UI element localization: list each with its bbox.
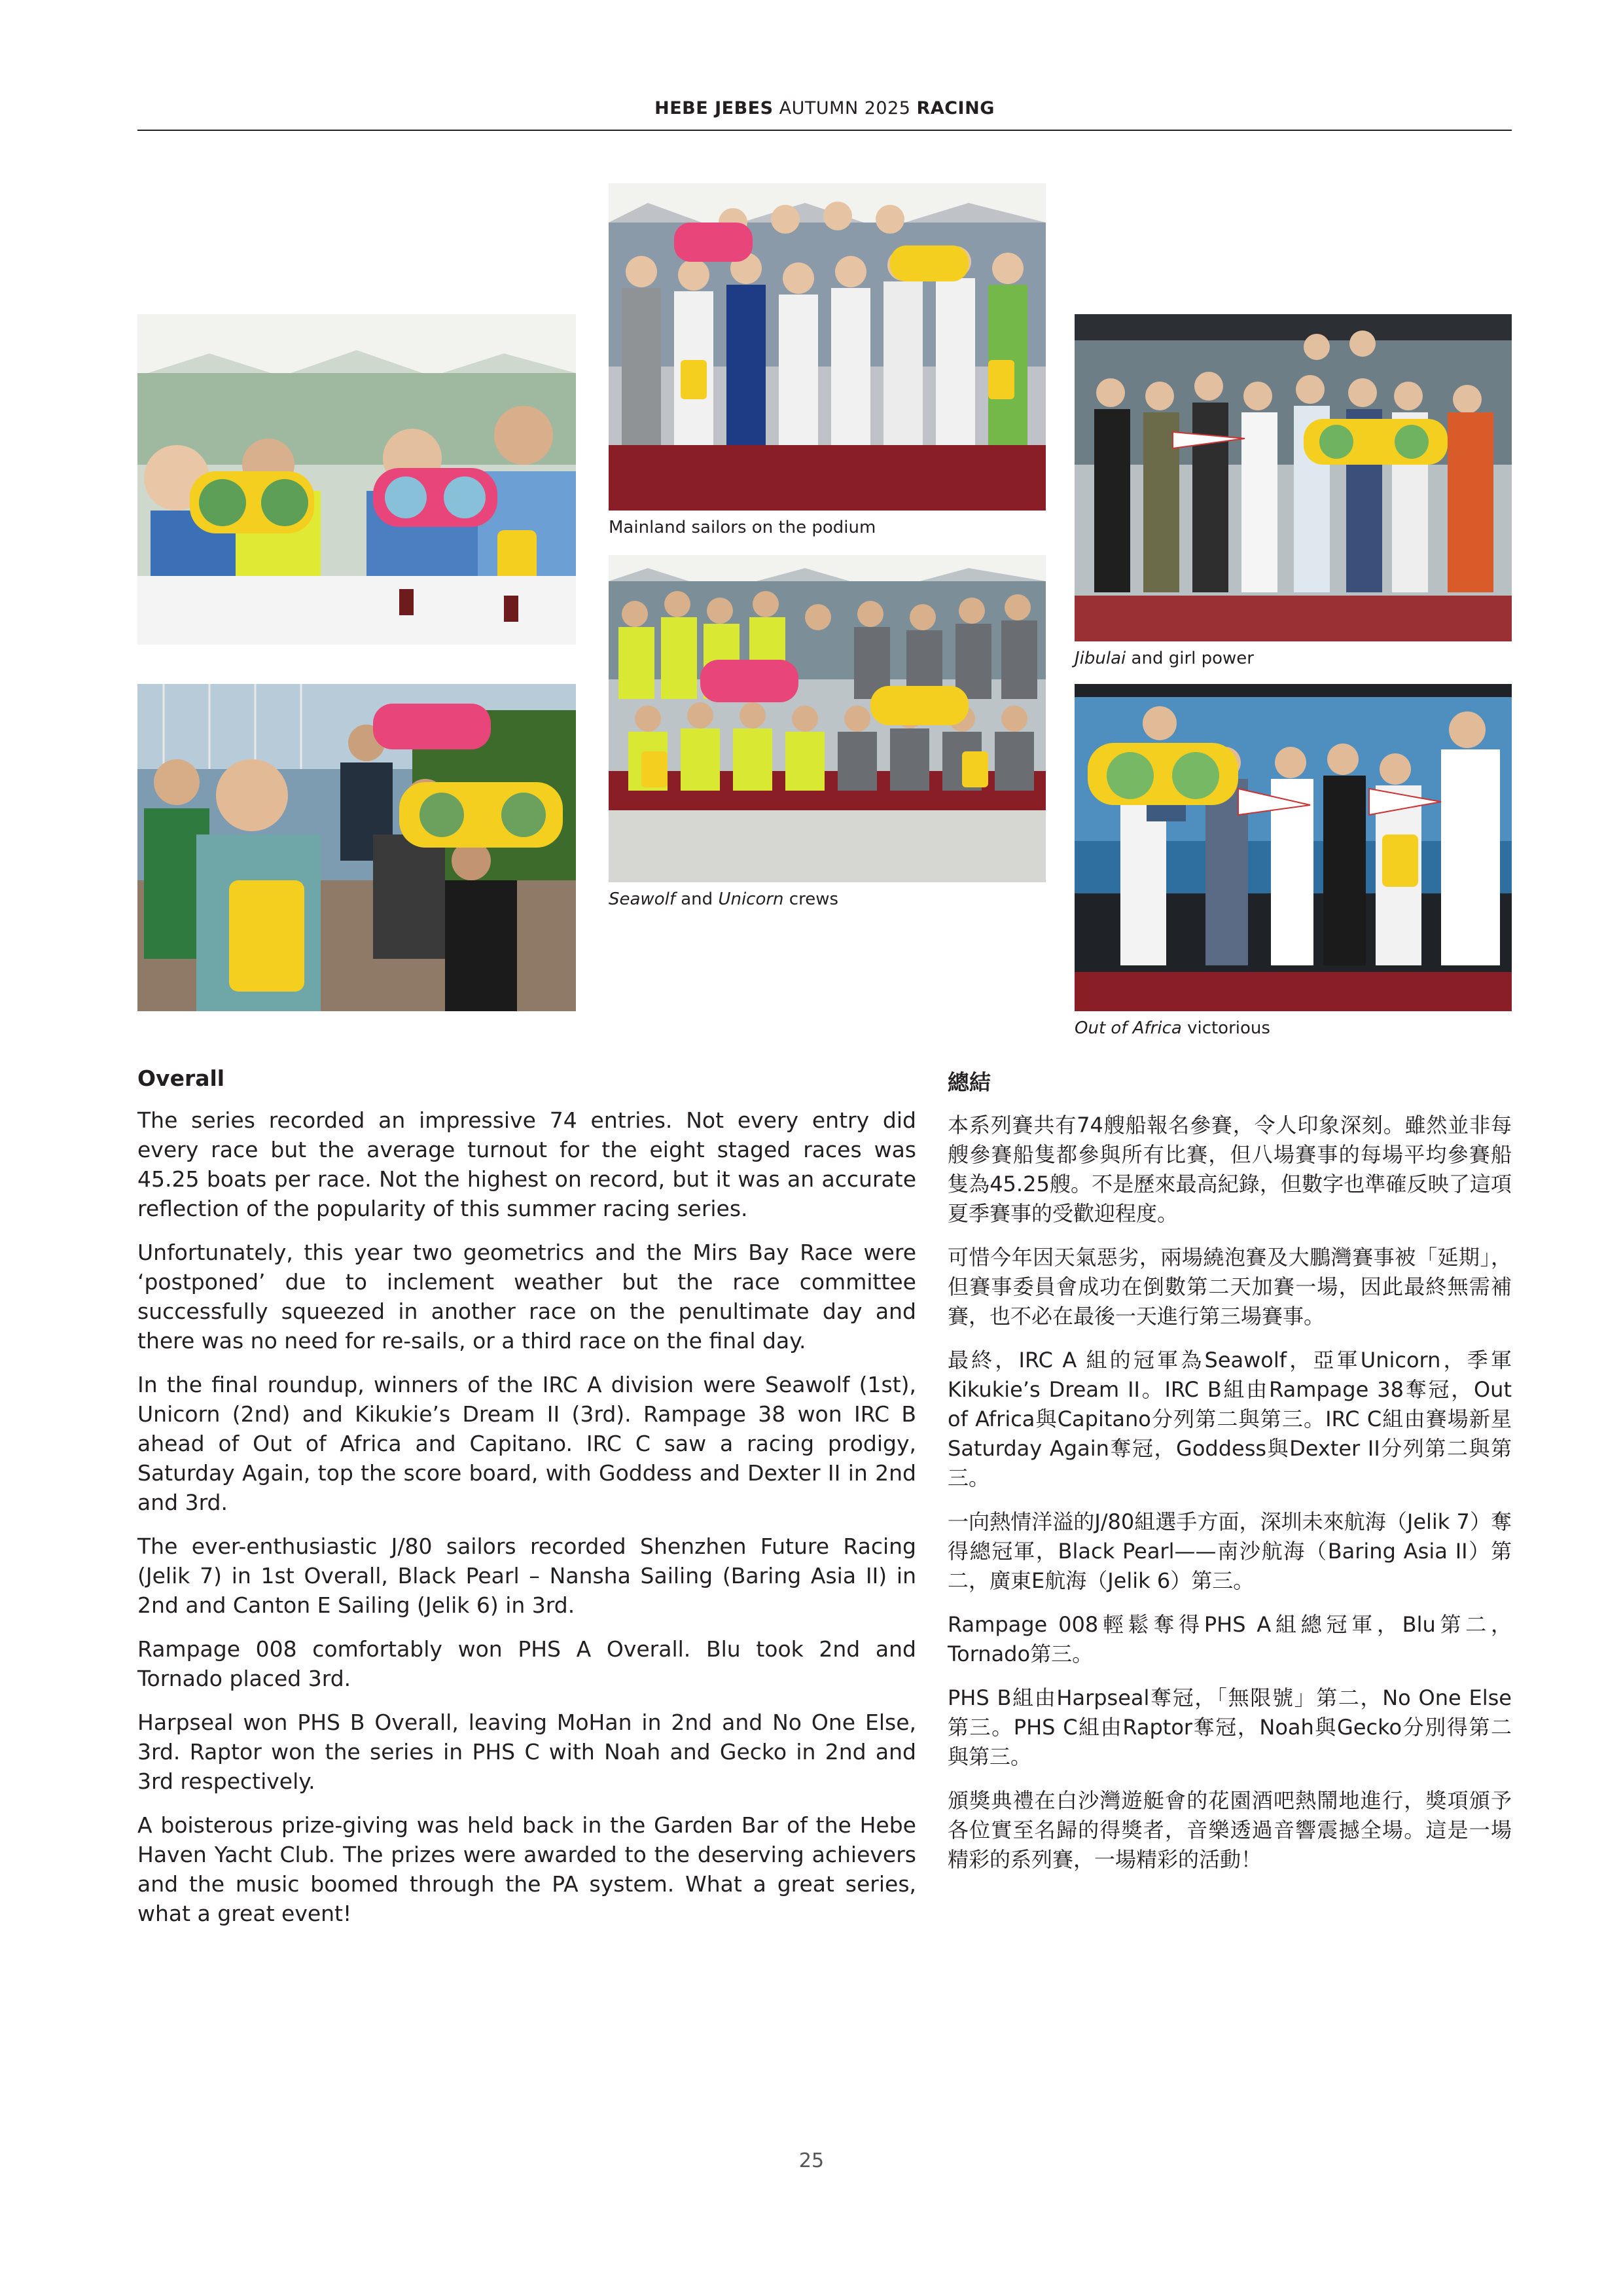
photo-mainland-podium [609,183,1046,511]
chinese-paragraph-4: 一向熱情洋溢的J/80組選手方面，深圳未來航海（Jelik 7）奪得總冠軍，Black Pearl——南沙航海（Baring Asia II）第二，廣東E航海（Jelik 6）第三。 [948,1509,1512,1593]
chinese-paragraph-1: 本系列賽共有74艘船報名參賽，令人印象深刻。雖然並非每艘參賽船隻都參與所有比賽，但八場賽事的每場平均參賽船隻為45.25艘。不是歷來最高紀錄，但數字也準確反映了這項夏季賽事的受歡迎程度。 [948,1113,1512,1226]
caption-jibulai [1075,648,1254,669]
english-paragraph-5: Rampage 008 comfortably won PHS A Overall. Blu took 2nd and Tornado placed 3rd. [137,1636,916,1691]
running-header [137,98,1512,118]
caption-seawolf-unicorn [609,889,838,910]
chinese-column [948,1066,1512,1889]
photo-prize-table [137,314,576,645]
english-column [137,1066,916,1943]
photo-out-of-africa [1075,684,1512,1011]
photo-jibulai [1075,314,1512,641]
chinese-paragraph-7: 頒獎典禮在白沙灣遊艇會的花園酒吧熱鬧地進行，獎項頒予各位實至名歸的得獎者，音樂透過音響震撼全場。這是一場精彩的系列賽，一場精彩的活動！ [948,1788,1512,1872]
caption-mainland-podium: Mainland sailors on the podium [609,518,876,537]
english-paragraph-3: In the final roundup, winners of the IRC A division were Seawolf (1st), Unicorn (2nd) and Kikukie’s Dream II (3rd). Rampage 38 won IRC B ahead of Out of Africa and Capitano. IRC C saw a racing prodigy, Saturday Again, top the score board, with Goddess and Dexter II in 2nd and 3rd. [137,1372,916,1515]
english-paragraph-1: The series recorded an impressive 74 entries. Not every entry did every race but the average turnout for the eight staged races was 45.25 boats per race. Not the highest on record, but it was an accurate reflection of the popularity of this summer racing series. [137,1107,916,1221]
page-number: 25 [798,2149,825,2172]
english-paragraph-6: Harpseal won PHS B Overall, leaving MoHan in 2nd and No One Else, 3rd. Raptor won the series in PHS C with Noah and Gecko in 2nd and 3rd respectively. [137,1710,916,1794]
caption-jibulai-boat: Jibulai [1075,649,1126,668]
caption-out-of-africa [1075,1018,1270,1039]
english-heading: Overall [137,1066,225,1091]
caption-seawolf: Seawolf [609,889,675,909]
header-rule [137,130,1512,131]
publication-name: HEBE JEBES [654,98,774,118]
issue-label: AUTUMN 2025 [779,98,911,118]
chinese-heading: 總結 [948,1069,991,1095]
english-paragraph-7: A boisterous prize-giving was held back in the Garden Bar of the Hebe Haven Yacht Club. The prizes were awarded to the deserving achievers and the music boomed through the PA system. What a great series, what a great event! [137,1812,916,1926]
caption-crews: crews [783,889,839,909]
caption-jibulai-text: and girl power [1126,649,1254,668]
english-paragraph-2: Unfortunately, this year two geometrics and the Mirs Bay Race were ‘postponed’ due to inclement weather but the race committee successfully squeezed in another race on the penultimate day and there was no need for re-sails, or a third race on the final day. [137,1240,916,1354]
section-label: RACING [916,98,995,118]
english-paragraph-4: The ever-enthusiastic J/80 sailors recorded Shenzhen Future Racing (Jelik 7) in 1st Overall, Black Pearl – Nansha Sailing (Baring Asia II) in 2nd and Canton E Sailing (Jelik 6) in 3rd. [137,1534,916,1618]
caption-out-of-africa-boat: Out of Africa [1075,1018,1182,1038]
chinese-paragraph-5: Rampage 008輕鬆奪得PHS A組總冠軍，Blu第二，Tornado第三。 [948,1612,1512,1666]
chinese-paragraph-3: 最終，IRC A 組的冠軍為Seawolf，亞軍Unicorn，季軍Kikukie’s Dream II。IRC B組由Rampage 38奪冠，Out of Africa與Capitano分列第二與第三。IRC C組由賽場新星Saturday Again奪冠，Goddess與Dexter II分列第二與第三。 [948,1348,1512,1490]
photo-garden-bar [137,684,576,1011]
caption-and: and [675,889,719,909]
caption-out-of-africa-text: victorious [1181,1018,1270,1038]
caption-unicorn: Unicorn [718,889,784,909]
photo-seawolf-unicorn [609,555,1046,882]
chinese-paragraph-2: 可惜今年因天氣惡劣，兩場繞泡賽及大鵬灣賽事被「延期」，但賽事委員會成功在倒數第二天加賽一場，因此最終無需補賽，也不必在最後一天進行第三場賽事。 [948,1245,1512,1329]
chinese-paragraph-6: PHS B組由Harpseal奪冠，「無限號」第二，No One Else第三。PHS C組由Raptor奪冠，Noah與Gecko分別得第二與第三。 [948,1685,1512,1769]
